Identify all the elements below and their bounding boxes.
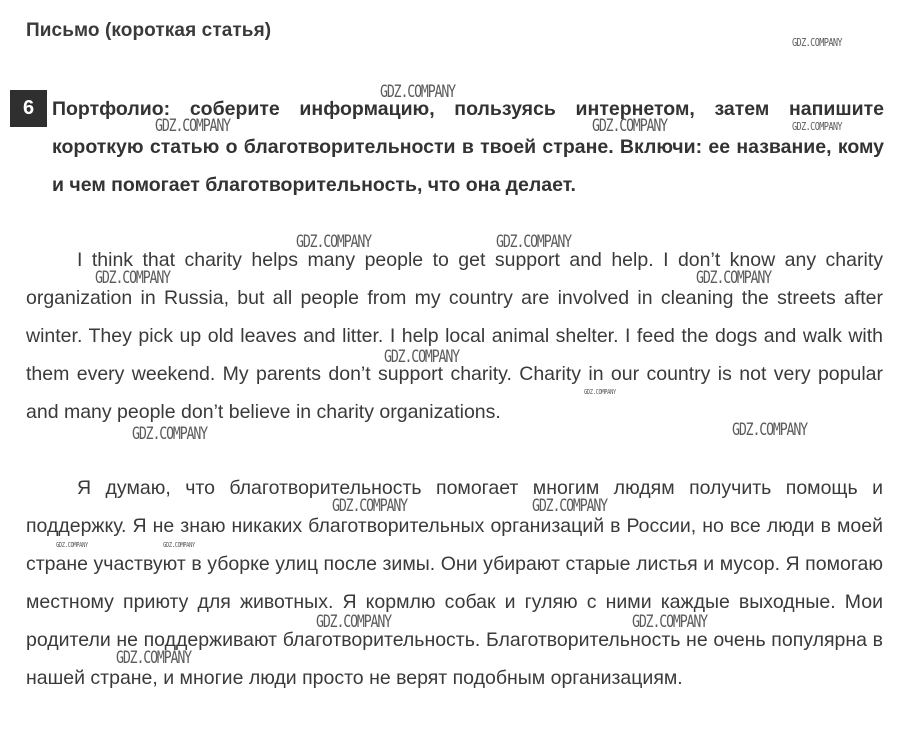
watermark: GDZ.COMPANY (384, 347, 459, 367)
watermark: GDZ.COMPANY (632, 612, 707, 632)
russian-translation-paragraph: Я думаю, что благотворительность помогает многим людям получить помощь и поддержку. Я не знаю никаких благотворительных организаций в России, но все люди в моей стране участвуют в уборке улиц после зимы. Они убирают старые листья и мусор. Я помогаю местному приюту для животных. Я кормлю собак и гуляю с ними каждые выходные. Мои родители не поддерживают благотворительность. Благотворительность не очень популярна в нашей стране, и многие люди просто не верят подобным организациям. (26, 477, 883, 689)
watermark: GDZ.COMPANY (155, 116, 230, 136)
watermark: GDZ.COMPANY (296, 232, 371, 252)
watermark: GDZ.COMPANY (496, 232, 571, 252)
watermark: GDZ.COMPANY (792, 36, 842, 49)
english-answer-paragraph: I think that charity helps many people to get support and help. I don’t know any charity organization in Russia, but all people from my country are involved in cleaning the streets after winter. They pick up old leaves and litter. I help local animal shelter. I feed the dogs and walk with them every weekend. My parents don’t support charity. Charity in our country is not very popular and many people don’t believe in charity organizations. (26, 249, 883, 423)
watermark: GDZ.COMPANY (95, 268, 170, 288)
watermark: GDZ.COMPANY (696, 268, 771, 288)
watermark: GDZ.COMPANY (163, 541, 195, 549)
task-number-badge: 6 (10, 90, 47, 127)
watermark: GDZ.COMPANY (56, 541, 88, 549)
watermark: GDZ.COMPANY (132, 424, 207, 444)
watermark: GDZ.COMPANY (332, 496, 407, 516)
watermark: GDZ.COMPANY (592, 116, 667, 136)
watermark: GDZ.COMPANY (380, 82, 455, 102)
watermark: GDZ.COMPANY (584, 388, 616, 396)
section-title: Письмо (короткая статья) (26, 20, 272, 41)
task-instruction: Портфолио: соберите информацию, пользуясь интернетом, затем напишите короткую статью о благотворительности в твоей стране. Включи: ее название, кому и чем помогает благотворительность, что она делает. (52, 98, 884, 196)
watermark: GDZ.COMPANY (732, 420, 807, 440)
watermark: GDZ.COMPANY (532, 496, 607, 516)
watermark: GDZ.COMPANY (792, 120, 842, 133)
watermark: GDZ.COMPANY (316, 612, 391, 632)
watermark: GDZ.COMPANY (116, 648, 191, 668)
